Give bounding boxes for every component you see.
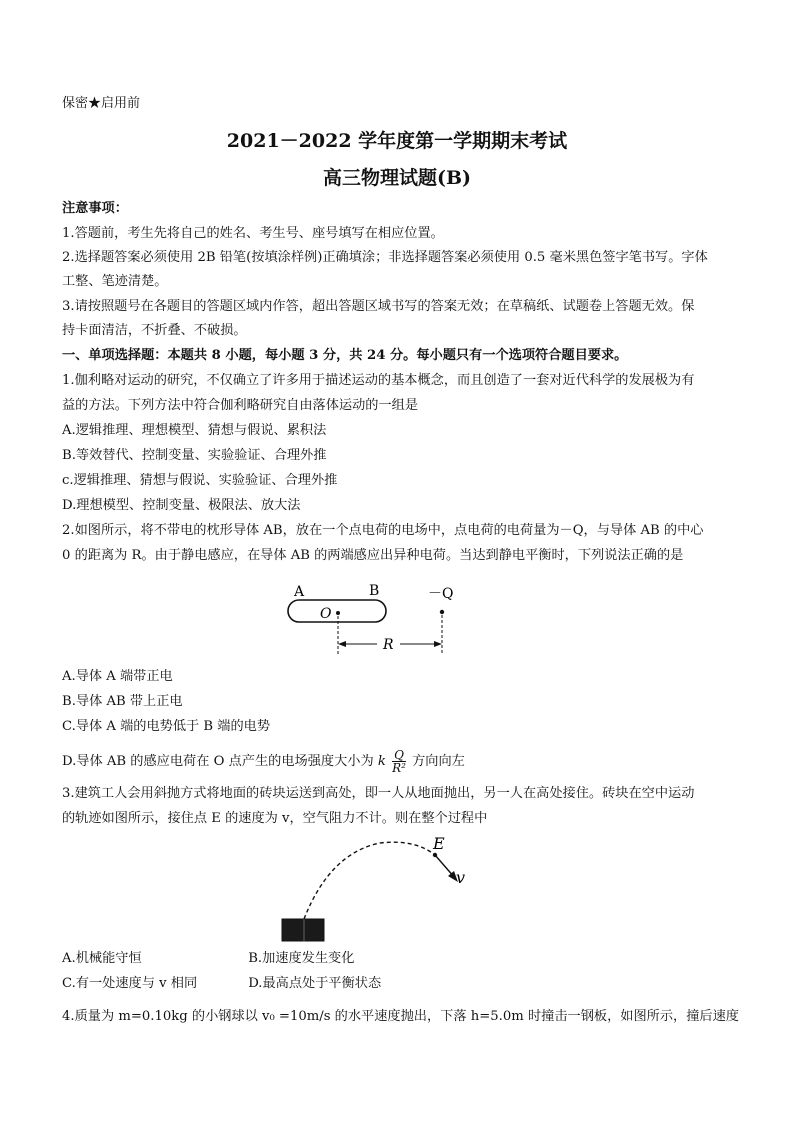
q2-stem-line2: 0 的距离为 R。由于静电感应，在导体 AB 的两端感应出异种电荷。当达到静电平衡时，下列说法正确的是 (62, 548, 684, 563)
point-charge-dot (440, 610, 444, 614)
q2-option-c: C.导体 A 端的电势低于 B 端的电势 (62, 719, 271, 734)
q2-label-b: B (369, 583, 380, 599)
q2-label-a: A (294, 584, 305, 600)
brick-block (282, 919, 324, 941)
r-arrow-right (434, 641, 442, 647)
q3-label-e: E (433, 834, 445, 853)
q2-option-d (62, 747, 732, 777)
notice-heading: 注意事项： (62, 201, 128, 216)
q4-stem-line1: 4.质量为 m=0.10kg 的小钢球以 v₀ =10m/s 的水平速度抛出，下落 h=5.0m 时撞击一钢板，如图所示，撞后速度 (62, 1009, 739, 1024)
q2-figure (280, 578, 470, 662)
q1-option-a: A.逻辑推理、理想模型、猜想与假说、累积法 (62, 423, 327, 438)
q2-label-o: O (320, 606, 332, 622)
q3-label-v: v (456, 868, 466, 887)
exam-title: 2021－2022 学年度第一学期期末考试 (226, 130, 568, 152)
q3-option-c: C.有一处速度与 v 相同 (62, 976, 198, 991)
r-arrow-left (338, 641, 346, 647)
q2-label-charge: －Q (428, 586, 454, 602)
notice-item-1: 1.答题前，考生先将自己的姓名、考生号、座号填写在相应位置。 (62, 226, 444, 241)
fraction-denominator: R² (392, 761, 406, 775)
section-heading: 一、单项选择题：本题共 8 小题，每小题 3 分，共 24 分。每小题只有一个选项符合题目要求。 (62, 348, 628, 363)
q3-stem-line1: 3.建筑工人会用斜抛方式将地面的砖块运送到高处，即一人从地面抛出，另一人在高处接住。砖块在空中运动 (62, 786, 695, 801)
q3-option-b: B.加速度发生变化 (248, 951, 355, 966)
q2-option-a: A.导体 A 端带正电 (62, 669, 173, 684)
q3-options-row1 (62, 950, 732, 968)
q2-option-d-fraction (392, 749, 406, 774)
exam-subtitle: 高三物理试题(B) (322, 167, 472, 189)
q3-options-row2 (62, 975, 732, 993)
notice-item-2-cont: 工整、笔迹清楚。 (62, 274, 168, 289)
q2-stem-line1: 2.如图所示，将不带电的枕形导体 AB，放在一个点电荷的电场中，点电荷的电荷量为－Q，与导体 AB 的中心 (62, 523, 704, 538)
notice-item-3: 3.请按照题号在各题目的答题区域内作答，超出答题区域书写的答案无效；在草稿纸、试题卷上答题无效。保 (62, 299, 695, 314)
trajectory-path (304, 842, 435, 919)
q3-stem-line2: 的轨迹如图所示，接住点 E 的速度为 v，空气阻力不计。则在整个过程中 (62, 811, 488, 826)
q2-option-d-k: k (377, 754, 386, 769)
pillow-conductor (288, 600, 386, 622)
q1-option-c: c.逻辑推理、猜想与假说、实验验证、合理外推 (62, 473, 338, 488)
q2-option-d-suffix: 方向向左 (412, 754, 465, 769)
q2-option-b: B.导体 AB 带上正电 (62, 694, 183, 709)
q1-option-b: B.等效替代、控制变量、实验验证、合理外推 (62, 448, 327, 463)
notice-item-3-cont: 持卡面清洁，不折叠、不破损。 (62, 323, 247, 338)
q1-stem-line1: 1.伽利略对运动的研究，不仅确立了许多用于描述运动的基本概念，而且创造了一套对近代科学的发展极为有 (62, 373, 695, 388)
center-o-dot (336, 611, 340, 615)
q2-label-r: R (383, 637, 394, 653)
notice-item-2: 2.选择题答案必须使用 2B 铅笔(按填涂样例)正确填涂；非选择题答案必须使用 0.5 毫米黑色签字笔书写。字体 (62, 250, 708, 265)
q3-figure (270, 833, 490, 949)
confidential-mark: 保密★启用前 (62, 96, 141, 111)
q2-option-d-prefix: D.导体 AB 的感应电荷在 O 点产生的电场强度大小为 (62, 754, 374, 769)
q3-option-d: D.最高点处于平衡状态 (248, 976, 382, 991)
fraction-numerator: Q (392, 749, 406, 762)
q3-option-a: A.机械能守恒 (62, 951, 142, 966)
q1-stem-line2: 益的方法。下列方法中符合伽利略研究自由落体运动的一组是 (62, 398, 419, 413)
q1-option-d: D.理想模型、控制变量、极限法、放大法 (62, 498, 301, 513)
